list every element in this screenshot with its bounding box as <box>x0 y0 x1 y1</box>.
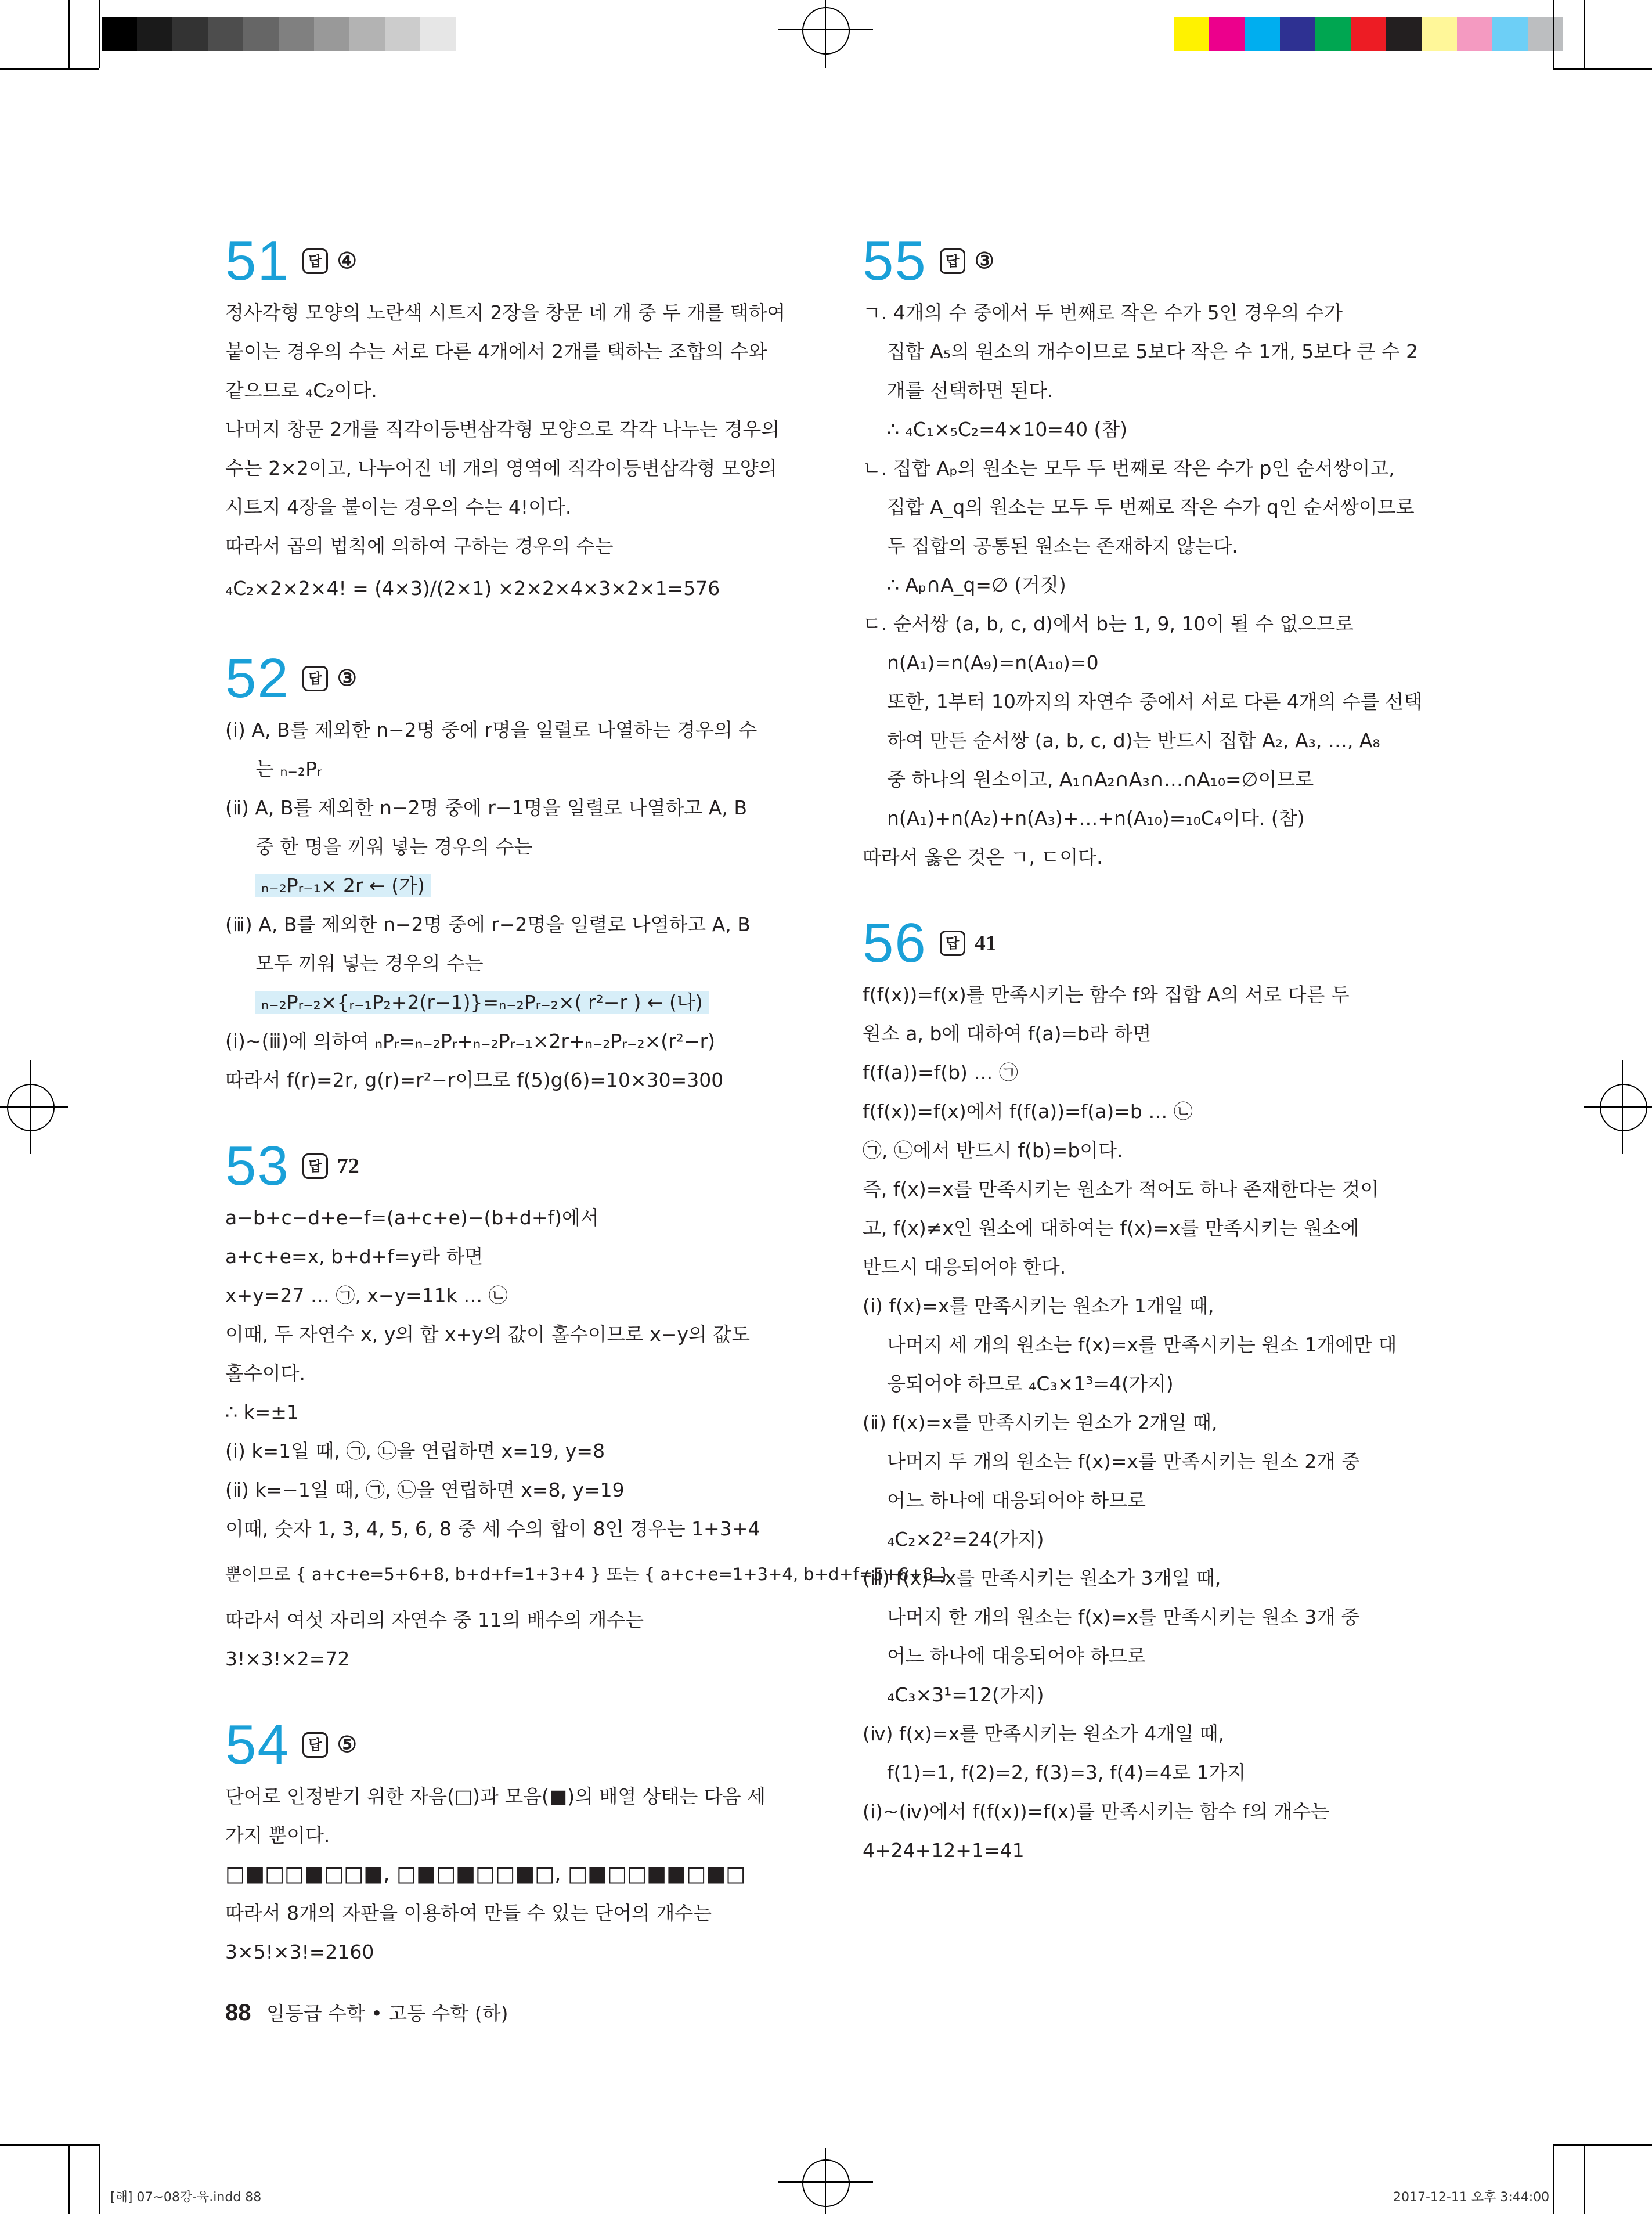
color-swatch <box>1528 17 1563 51</box>
color-swatch <box>172 17 208 51</box>
solution-line: ㉠, ㉡에서 반드시 f(b)=b이다. <box>863 1139 1123 1162</box>
problem-number: 51 <box>225 230 290 292</box>
color-swatch <box>137 17 172 51</box>
crop-mark <box>0 68 99 70</box>
solution-line: f(f(a))=f(b) … ㉠ <box>863 1061 1018 1084</box>
color-swatch <box>314 17 349 51</box>
solution-line: 따라서 f(r)=2r, g(r)=r²−r이므로 f(5)g(6)=10×30=300 <box>225 1069 724 1091</box>
solution-line-highlight <box>225 983 791 1022</box>
solution-line: ㄷ. 순서쌍 (a, b, c, d)에서 b는 1, 9, 10이 될 수 없으므로 <box>863 612 1354 635</box>
color-swatch <box>1245 17 1280 51</box>
right-column <box>863 229 1431 1870</box>
solution-line: ㄴ. 집합 Aₚ의 원소는 모두 두 번째로 작은 수가 p인 순서쌍이고, <box>863 457 1395 479</box>
color-swatch <box>208 17 243 51</box>
answer-badge: 답 <box>940 931 965 956</box>
answer-badge: 답 <box>302 1153 328 1179</box>
solution-line: (ⅱ) A, B를 제외한 n−2명 중에 r−1명을 일렬로 나열하고 A, B <box>225 796 747 819</box>
problem-52 <box>225 647 791 1099</box>
solution-line: 나머지 창문 2개를 직각이등변삼각형 모양으로 각각 나누는 경우의 <box>225 418 780 441</box>
solution-line: 모두 끼워 넣는 경우의 수는 <box>255 952 484 975</box>
solution-line: 따라서 옳은 것은 ㄱ, ㄷ이다. <box>863 846 1103 868</box>
crop-mark <box>1553 68 1652 70</box>
crop-mark <box>1553 0 1554 68</box>
crop-mark <box>68 2144 70 2214</box>
problem-55 <box>863 229 1431 877</box>
solution-line: 붙이는 경우의 수는 서로 다른 4개에서 2개를 택하는 조합의 수와 <box>225 340 767 363</box>
solution-line: 어느 하나에 대응되어야 하므로 <box>887 1645 1146 1667</box>
solution-line: ₄C₃×3¹=12(가지) <box>887 1683 1044 1706</box>
solution-line: (ⅰ)~(ⅳ)에서 f(f(x))=f(x)를 만족시키는 함수 f의 개수는 <box>863 1800 1330 1823</box>
solution-line: 따라서 여섯 자리의 자연수 중 11의 배수의 개수는 <box>225 1609 644 1631</box>
solution-line: 집합 A₅의 원소의 개수이므로 5보다 작은 수 1개, 5보다 큰 수 2 <box>887 340 1419 363</box>
block-patterns: □■□□■□□■, □■□■□□■□, □■□□■■□■□ <box>225 1862 746 1886</box>
solution-line: (ⅰ) k=1일 때, ㉠, ㉡을 연립하면 x=19, y=8 <box>225 1440 605 1462</box>
answer-value: ⑤ <box>337 1732 357 1757</box>
color-swatch <box>1280 17 1315 51</box>
registration-line <box>0 1106 68 1108</box>
solution-line: (ⅱ) k=−1일 때, ㉠, ㉡을 연립하면 x=8, y=19 <box>225 1479 625 1501</box>
solution-line: 정사각형 모양의 노란색 시트지 2장을 창문 네 개 중 두 개를 택하여 <box>225 301 786 324</box>
answer-value: 72 <box>337 1153 359 1178</box>
solution-line: f(f(x))=f(x)를 만족시키는 함수 f와 집합 A의 서로 다른 두 <box>863 983 1350 1006</box>
solution-line: ∴ Aₚ∩A_q=∅ (거짓) <box>887 574 1066 596</box>
problem-53 <box>225 1134 950 1678</box>
registration-line <box>1622 1060 1623 1154</box>
problem-number: 52 <box>225 647 290 709</box>
highlighted-expression: ₙ₋₂Pᵣ₋₁× 2r ← (가) <box>255 874 431 897</box>
solution-line: (ⅲ) f(x)=x를 만족시키는 원소가 3개일 때, <box>863 1567 1221 1589</box>
solution-line: 즉, f(x)=x를 만족시키는 원소가 적어도 하나 존재한다는 것이 <box>863 1178 1379 1200</box>
problem-56 <box>863 911 1431 1870</box>
slug-date-info: 2017-12-11 오후 3:44:00 <box>1393 2190 1550 2205</box>
solution-line: 이때, 숫자 1, 3, 4, 5, 6, 8 중 세 수의 합이 8인 경우는 1+3+4 <box>225 1517 760 1540</box>
registration-line <box>825 2148 826 2214</box>
problem-number: 55 <box>863 230 927 292</box>
book-title: 일등급 수학 • 고등 수학 (하) <box>266 2002 508 2025</box>
answer-value: 41 <box>974 931 997 955</box>
solution-line: (ⅰ) f(x)=x를 만족시키는 원소가 1개일 때, <box>863 1294 1214 1317</box>
solution-line: ∴ ₄C₁×₅C₂=4×10=40 (참) <box>887 418 1128 441</box>
solution-line-highlight <box>225 866 791 905</box>
page-footer <box>225 1999 508 2026</box>
solution-line: 나머지 세 개의 원소는 f(x)=x를 만족시키는 원소 1개에만 대 <box>887 1333 1397 1356</box>
color-swatch <box>1492 17 1528 51</box>
solution-line: 나머지 두 개의 원소는 f(x)=x를 만족시키는 원소 2개 중 <box>887 1450 1360 1473</box>
answer-value: ③ <box>974 248 994 273</box>
color-swatch <box>243 17 279 51</box>
color-swatch <box>1351 17 1386 51</box>
solution-line: 응되어야 하므로 ₄C₃×1³=4(가지) <box>887 1372 1174 1395</box>
answer-badge: 답 <box>302 1732 328 1758</box>
registration-line <box>825 0 826 68</box>
color-registration-bar <box>1174 17 1563 51</box>
solution-line: 수는 2×2이고, 나누어진 네 개의 영역에 직각이등변삼각형 모양의 <box>225 457 777 479</box>
color-swatch <box>279 17 314 51</box>
solution-line: 중 하나의 원소이고, A₁∩A₂∩A₃∩…∩A₁₀=∅이므로 <box>887 768 1314 791</box>
solution-line: 반드시 대응되어야 한다. <box>863 1256 1066 1278</box>
crop-mark <box>1553 2144 1652 2146</box>
answer-value: ④ <box>337 248 357 273</box>
registration-target <box>802 2159 850 2207</box>
solution-line: ∴ k=±1 <box>225 1401 299 1423</box>
solution-line: 개를 선택하면 된다. <box>887 379 1054 402</box>
solution-line: f(f(x))=f(x)에서 f(f(a))=f(a)=b … ㉡ <box>863 1100 1193 1123</box>
problem-number: 53 <box>225 1135 290 1197</box>
problem-number: 54 <box>225 1714 290 1776</box>
solution-line: 3×5!×3!=2160 <box>225 1941 374 1963</box>
color-swatch <box>1209 17 1245 51</box>
solution-line: (ⅰ) A, B를 제외한 n−2명 중에 r명을 일렬로 나열하는 경우의 수 <box>225 719 758 741</box>
color-swatch <box>1174 17 1209 51</box>
solution-line: 고, f(x)≠x인 원소에 대하여는 f(x)=x를 만족시키는 원소에 <box>863 1217 1359 1239</box>
solution-line: n(A₁)+n(A₂)+n(A₃)+…+n(A₁₀)=₁₀C₄이다. (참) <box>887 807 1305 830</box>
crop-mark <box>1553 2144 1554 2214</box>
color-swatch <box>349 17 385 51</box>
solution-line: 가지 뿐이다. <box>225 1824 330 1847</box>
solution-line: (ⅰ)~(ⅲ)에 의하여 ₙPᵣ=ₙ₋₂Pᵣ+ₙ₋₂Pᵣ₋₁×2r+ₙ₋₂Pᵣ₋₂×(r²−r) <box>225 1030 716 1052</box>
problem-51 <box>225 229 791 612</box>
color-swatch <box>420 17 456 51</box>
solution-line: 는 ₙ₋₂Pᵣ <box>255 758 322 780</box>
solution-line: 단어로 인정받기 위한 자음(□)과 모음(■)의 배열 상태는 다음 세 <box>225 1785 766 1808</box>
solution-line: 원소 a, b에 대하여 f(a)=b라 하면 <box>863 1022 1152 1045</box>
solution-line: 3!×3!×2=72 <box>225 1647 350 1670</box>
solution-line: 중 한 명을 끼워 넣는 경우의 수는 <box>255 835 533 858</box>
solution-formula: ₄C₂×2×2×4! = (4×3)/(2×1) ×2×2×4×3×2×1=576 <box>225 577 720 600</box>
color-swatch <box>102 17 137 51</box>
problem-number: 56 <box>863 912 927 974</box>
solution-line: 나머지 한 개의 원소는 f(x)=x를 만족시키는 원소 3개 중 <box>887 1606 1360 1628</box>
answer-badge: 답 <box>940 248 965 274</box>
solution-line: (ⅲ) A, B를 제외한 n−2명 중에 r−2명을 일렬로 나열하고 A, B <box>225 913 751 936</box>
solution-line: 시트지 4장을 붙이는 경우의 수는 4!이다. <box>225 496 572 518</box>
color-swatch <box>1457 17 1492 51</box>
registration-target <box>802 7 850 55</box>
solution-line: a+c+e=x, b+d+f=y라 하면 <box>225 1245 484 1268</box>
solution-line: 홀수이다. <box>225 1362 306 1384</box>
answer-value: ③ <box>337 666 357 691</box>
registration-line <box>30 1060 31 1154</box>
answer-badge: 답 <box>302 666 328 691</box>
crop-mark <box>0 2144 99 2146</box>
solution-line: 따라서 곱의 법칙에 의하여 구하는 경우의 수는 <box>225 535 614 557</box>
crop-mark <box>1584 0 1585 70</box>
solution-line: 이때, 두 자연수 x, y의 합 x+y의 값이 홀수이므로 x−y의 값도 <box>225 1323 751 1346</box>
solution-line: n(A₁)=n(A₉)=n(A₁₀)=0 <box>887 651 1099 674</box>
color-swatch <box>1386 17 1422 51</box>
highlighted-expression: ₙ₋₂Pᵣ₋₂×{ᵣ₋₁P₂+2(r−1)}=ₙ₋₂Pᵣ₋₂×( r²−r ) ← (나) <box>255 991 709 1014</box>
crop-mark <box>68 0 70 70</box>
solution-line: f(1)=1, f(2)=2, f(3)=3, f(4)=4로 1가지 <box>887 1761 1246 1784</box>
solution-line: a−b+c−d+e−f=(a+c+e)−(b+d+f)에서 <box>225 1206 599 1229</box>
system-of-equations: 뿐이므로 { a+c+e=5+6+8, b+d+f=1+3+4 } 또는 { a+c+e=1+3+4, b+d+f=5+6+8 } <box>225 1564 950 1584</box>
solution-line: 또한, 1부터 10까지의 자연수 중에서 서로 다른 4개의 수를 선택 <box>887 690 1423 713</box>
crop-mark <box>1584 2144 1585 2214</box>
answer-badge: 답 <box>302 248 328 274</box>
solution-line: 하여 만든 순서쌍 (a, b, c, d)는 반드시 집합 A₂, A₃, …, A₈ <box>887 729 1380 752</box>
solution-line: ㄱ. 4개의 수 중에서 두 번째로 작은 수가 5인 경우의 수가 <box>863 301 1343 324</box>
color-swatch <box>385 17 420 51</box>
page-number: 88 <box>225 2000 251 2025</box>
solution-line: ₄C₂×2²=24(가지) <box>887 1528 1044 1550</box>
color-swatch <box>1315 17 1351 51</box>
color-swatch <box>1422 17 1457 51</box>
solution-line: 따라서 8개의 자판을 이용하여 만들 수 있는 단어의 개수는 <box>225 1902 712 1924</box>
solution-line: 집합 A_q의 원소는 모두 두 번째로 작은 수가 q인 순서쌍이므로 <box>887 496 1415 518</box>
solution-line: x+y=27 … ㉠, x−y=11k … ㉡ <box>225 1284 508 1307</box>
solution-line: (ⅳ) f(x)=x를 만족시키는 원소가 4개일 때, <box>863 1722 1225 1745</box>
solution-line: 4+24+12+1=41 <box>863 1839 1025 1862</box>
registration-target <box>1600 1084 1647 1131</box>
problem-54 <box>225 1713 791 1971</box>
slug-file-info: [해] 07~08강-육.indd 88 <box>110 2190 262 2205</box>
registration-line <box>1584 1106 1652 1108</box>
gray-registration-bar <box>102 17 456 51</box>
registration-target <box>7 1084 55 1131</box>
solution-line: 어느 하나에 대응되어야 하므로 <box>887 1489 1146 1512</box>
solution-line: 같으므로 ₄C₂이다. <box>225 379 377 402</box>
solution-line: 두 집합의 공통된 원소는 존재하지 않는다. <box>887 535 1238 557</box>
solution-line: (ⅱ) f(x)=x를 만족시키는 원소가 2개일 때, <box>863 1411 1218 1434</box>
crop-mark <box>99 2144 100 2214</box>
crop-mark <box>99 0 100 68</box>
